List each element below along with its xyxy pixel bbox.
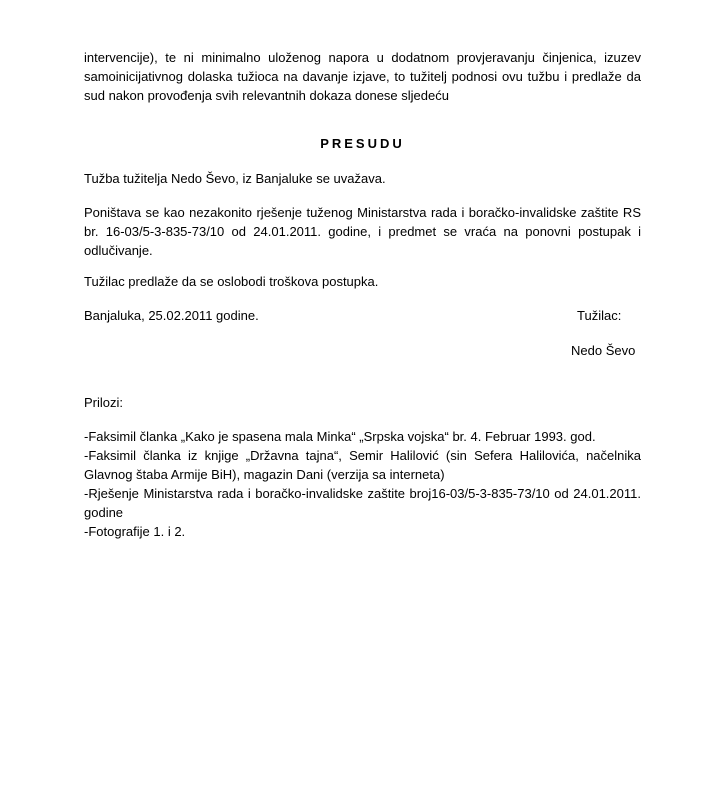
attachment-line-6: -Fotografije 1. i 2.	[84, 524, 186, 539]
attachments-label-text: Prilozi:	[84, 395, 124, 410]
paragraph-costs	[84, 272, 641, 291]
plaintiff-label: Tužilac:	[577, 308, 622, 323]
place-date	[84, 306, 641, 325]
attachment-line-1: -Faksimil članka „Kako je spasena mala Minka“ „Srpska vojska“ br. 4. Februar 1993. god.	[84, 429, 596, 444]
place-date-text: Banjaluka, 25.02.2011 godine.	[84, 308, 259, 323]
attachment-line-3: Glavnog štaba Armije BiH), magazin Dani (verzija sa interneta)	[84, 467, 445, 482]
paragraph-accepted-text: Tužba tužitelja Nedo Ševo, iz Banjaluke se uvažava.	[84, 171, 386, 186]
attachment-line-5: godine	[84, 505, 124, 520]
annulment-line-1: Poništava se kao nezakonito rješenje tuženog Ministarstva rada i boračko-invalidske zaštite RS	[84, 205, 641, 220]
intro-line-3: sud nakon provođenja svih relevantnih dokaza donese sljedeću	[84, 88, 449, 103]
paragraph-accepted	[84, 169, 641, 188]
plaintiff-name: Nedo Ševo	[571, 343, 636, 358]
annulment-line-2: br. 16-03/5-3-835-73/10 od 24.01.2011. godine, i predmet se vraća na ponovni postupak i	[84, 224, 641, 239]
paragraph-annulment	[84, 203, 641, 260]
intro-line-1: intervencije), te ni minimalno uloženog napora u dodatnom provjeravanju činjenica, izuzev	[84, 50, 641, 65]
verdict-heading: PRESUDU	[320, 136, 405, 151]
attachment-line-4: -Rješenje Ministarstva rada i boračko-invalidske zaštite broj16-03/5-3-835-73/10 od 24.01.2011.	[84, 486, 641, 501]
annulment-line-3: odlučivanje.	[84, 243, 153, 258]
paragraph-costs-text: Tužilac predlaže da se oslobodi troškova postupka.	[84, 274, 379, 289]
attachment-line-2: -Faksimil članka iz knjige „Državna tajna“, Semir Halilović (sin Sefera Halilovića, načelnika	[84, 448, 641, 463]
attachments-label	[84, 393, 641, 412]
attachments-list	[84, 427, 641, 541]
intro-paragraph	[84, 48, 641, 105]
intro-line-2: samoinicijativnog dolaska tužioca na davanje izjave, to tužitelj podnosi ovu tužbu i predlaže da	[84, 69, 641, 84]
